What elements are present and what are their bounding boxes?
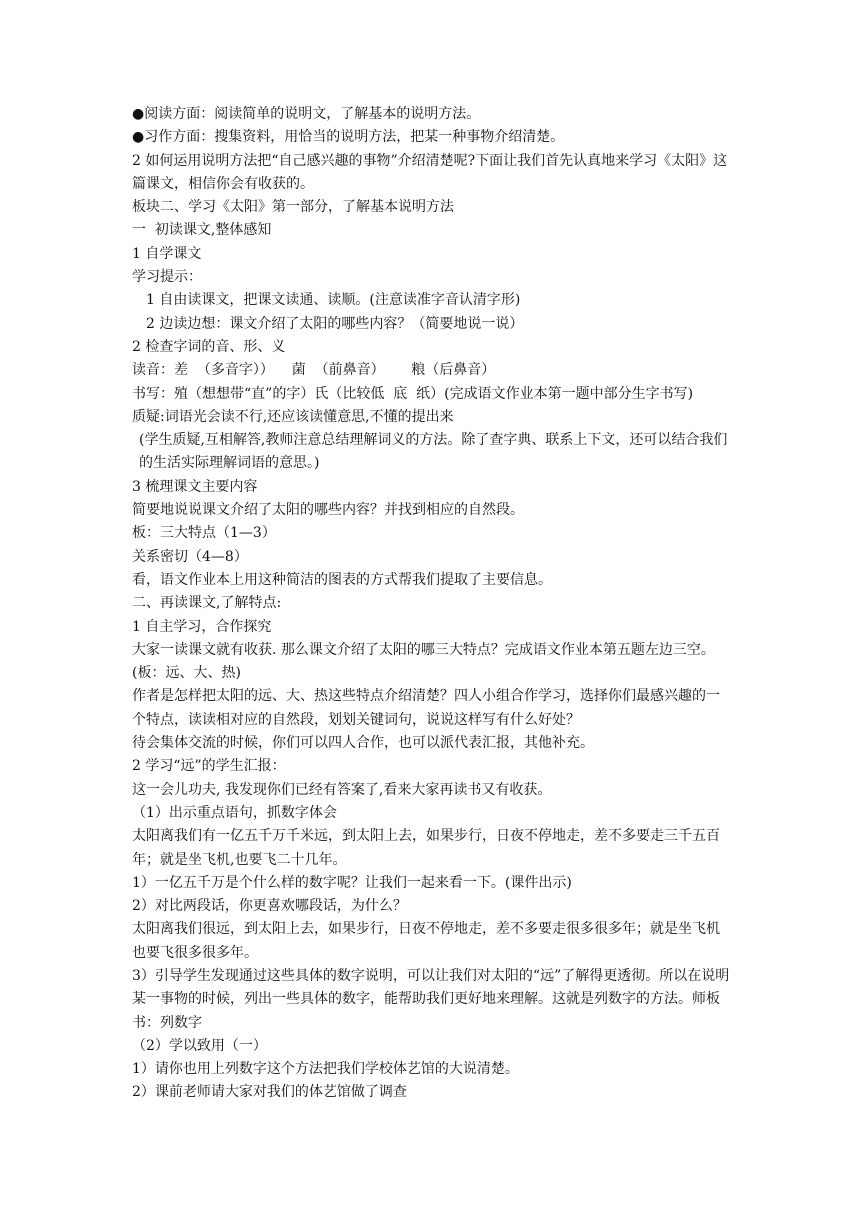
paragraph: 2）对比两段话，你更喜欢哪段话，为什么？ — [132, 898, 407, 915]
paragraph: （2）学以致用（一） — [132, 1037, 267, 1054]
section-heading: 二、再读课文,了解特点: — [132, 595, 282, 612]
paragraph: 3）引导学生发现通过这些具体的数字说明，可以让我们对太阳的“远”了解得更透彻。所以在说明某一事物的时候，列出一些具体的数字，能帮助我们更好地来理解。这就是列数字的方法。师板书：列数字 — [132, 967, 730, 1031]
paragraph: 简要地说说课文介绍了太阳的哪些内容？并找到相应的自然段。 — [132, 502, 524, 519]
paragraph: 作者是怎样把太阳的远、大、热这些特点介绍清楚？四人小组合作学习，选择你们最感兴趣的一个特点，读读相对应的自然段，划划关键词句，说说这样写有什么好处？ — [132, 688, 720, 728]
paragraph: 读音：差 （多音字）） 菌 （前鼻音） 粮（后鼻音） — [132, 362, 496, 379]
paragraph: 2 边读边想：课文介绍了太阳的哪些内容？（简要地说一说） — [146, 315, 524, 332]
paragraph: 学习提示： — [132, 269, 202, 286]
paragraph: 2）课前老师请大家对我们的体艺馆做了调查 — [132, 1084, 407, 1101]
paragraph: 2 如何运用说明方法把“自己感兴趣的事物”介绍清楚呢?下面让我们首先认真地来学习《太阳》这篇课文，相信你会有收获的。 — [132, 152, 728, 192]
paragraph: 1 自主学习，合作探究 — [132, 618, 272, 635]
paragraph: 这一会儿功夫, 我发现你们已经有答案了,看来大家再读书又有收获。 — [132, 781, 552, 798]
paragraph: 看，语文作业本上用这种简洁的图表的方式帮我们提取了主要信息。 — [132, 571, 552, 588]
paragraph: 待会集体交流的时候，你们可以四人合作，也可以派代表汇报，其他补充。 — [132, 735, 594, 752]
paragraph: 1）请你也用上列数字这个方法把我们学校体艺馆的大说清楚。 — [132, 1061, 519, 1078]
paragraph: 质疑:词语光会读不行,还应该读懂意思,不懂的提出来 — [132, 408, 454, 425]
section-heading: 一 初读课文,整体感知 — [132, 222, 272, 239]
section-heading: 板块二、学习《太阳》第一部分，了解基本说明方法 — [132, 199, 454, 216]
paragraph: 1）一亿五千万是个什么样的数字呢？让我们一起来看一下。(课件出示) — [132, 874, 572, 891]
paragraph: 2 学习“远”的学生汇报： — [132, 758, 286, 775]
paragraph: ●阅读方面：阅读简单的说明文，了解基本的说明方法。 — [132, 106, 481, 122]
paragraph: 书写：殖（想想带“直”的字）氏（比较低 底 纸）(完成语文作业本第一题中部分生字书写) — [132, 385, 694, 402]
paragraph: 关系密切（4—8） — [132, 548, 248, 565]
paragraph: 太阳离我们有一亿五千万千米远，到太阳上去，如果步行，日夜不停地走，差不多要走三千五百年；就是坐飞机,也要飞二十几年。 — [132, 828, 720, 868]
paragraph: 1 自由读课文，把课文读通、读顺。(注意读准字音认清字形) — [146, 292, 521, 309]
paragraph: 3 梳理课文主要内容 — [132, 478, 258, 495]
document-body — [132, 103, 732, 1105]
paragraph: (学生质疑,互相解答,教师注意总结理解词义的方法。除了查字典、联系上下文，还可以结合我们的生活实际理解词语的意思。) — [139, 432, 728, 472]
paragraph: 大家一读课文就有收获. 那么课文介绍了太阳的哪三大特点？完成语文作业本第五题左边三空。(板：远、大、热) — [132, 641, 715, 682]
paragraph: 2 检查字词的音、形、义 — [132, 338, 286, 355]
paragraph: 1 自学课文 — [132, 245, 202, 262]
paragraph: （1）出示重点语句，抓数字体会 — [132, 804, 337, 821]
paragraph: 板：三大特点（1—3） — [132, 525, 276, 542]
paragraph: ●习作方面：搜集资料，用恰当的说明方法，把某一种事物介绍清楚。 — [132, 129, 565, 146]
paragraph: 太阳离我们很远，到太阳上去，如果步行，日夜不停地走，差不多要走很多很多年；就是坐飞机也要飞很多很多年。 — [132, 921, 720, 961]
